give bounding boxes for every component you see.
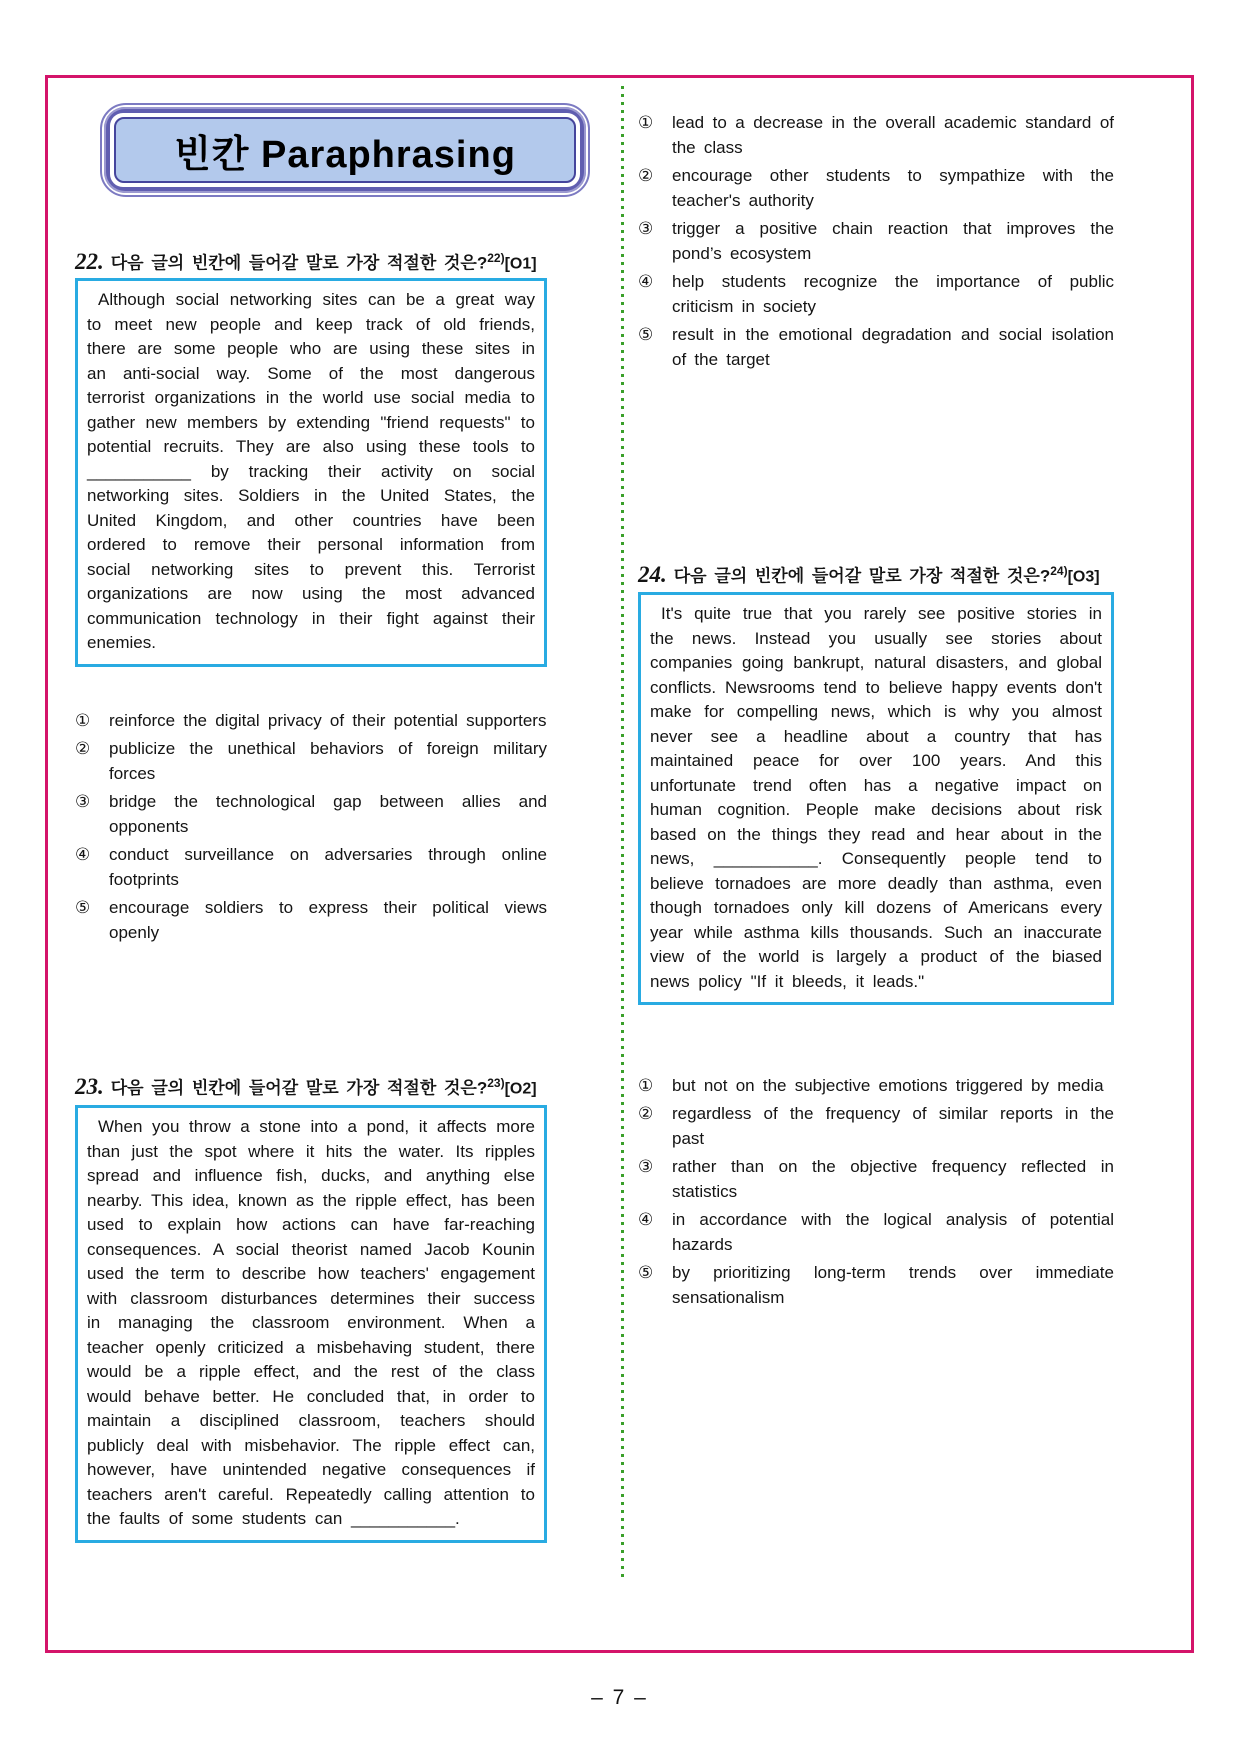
choice-text: conduct surveillance on adversaries through online footprints (109, 845, 547, 889)
choice-marker: ② (75, 739, 91, 758)
badge-purple-band (104, 107, 586, 193)
question-22-number: 22. (75, 248, 104, 274)
choice-marker: ⑤ (75, 898, 91, 917)
choice-text: rather than on the objective frequency reflected in statistics (672, 1157, 1114, 1201)
choice-marker: ③ (638, 219, 654, 238)
choice-marker: ② (638, 166, 654, 185)
question-22-footnote-ref: 22) (487, 251, 505, 265)
choice-item (638, 269, 1114, 319)
question-24-code: [O3] (1067, 568, 1100, 586)
choice-marker: ③ (75, 792, 91, 811)
choice-item (638, 1154, 1114, 1204)
section-badge (100, 103, 590, 197)
column-divider (621, 86, 624, 1581)
choice-item (638, 1260, 1114, 1310)
choice-text: but not on the subjective emotions triggered by media (672, 1076, 1104, 1095)
choice-item (75, 708, 547, 733)
choice-marker: ① (75, 711, 91, 730)
question-24-heading (638, 558, 1114, 591)
question-24-prompt: 다음 글의 빈칸에 들어갈 말로 가장 적절한 것은? (673, 566, 1051, 586)
choice-text: result in the emotional degradation and social isolation of the target (672, 325, 1114, 369)
question-22-code: [O1] (504, 255, 537, 273)
choice-item (638, 1207, 1114, 1257)
choice-marker: ⑤ (638, 325, 654, 344)
choice-item (75, 842, 547, 892)
choice-text: publicize the unethical behaviors of foreign military forces (109, 739, 547, 783)
choice-marker: ⑤ (638, 1263, 654, 1282)
choice-marker: ④ (75, 845, 91, 864)
choice-text: encourage soldiers to express their political views openly (109, 898, 547, 942)
choice-text: help students recognize the importance of public criticism in society (672, 272, 1114, 316)
question-23-heading (75, 1070, 547, 1103)
choice-text: trigger a positive chain reaction that improves the pond’s ecosystem (672, 219, 1114, 263)
question-22-passage-box (75, 278, 547, 667)
section-badge-title: 빈칸 Paraphrasing (114, 117, 576, 183)
question-24-passage-text: It's quite true that you rarely see positive stories in the news. Instead you usually see stories about companies going bankrupt, natural disasters, and global conflicts. Newsrooms tend to believe happy events don't make for compelling news, which is why you almost never see a headline about a country that has maintained peace for over 100 years. And this unfortunate trend often has a negative impact on human cognition. People make decisions about risk based on the things they read and hear about in the news, ___________. Consequently people tend to believe tornadoes are more deadly than asthma, even though tornadoes only kill dozens of Americans every year while asthma kills thousands. Such an inaccurate view of the world is largely a product of the biased news policy "If it bleeds, it leads." (650, 604, 1102, 991)
question-22-heading (75, 245, 547, 278)
choice-text: lead to a decrease in the overall academic standard of the class (672, 113, 1114, 157)
choice-item (638, 1101, 1114, 1151)
badge-outer-ring (100, 103, 590, 197)
choice-item (638, 216, 1114, 266)
choice-marker: ② (638, 1104, 654, 1123)
question-24-choices (638, 1073, 1114, 1313)
question-22-passage-text: Although social networking sites can be a great way to meet new people and keep track of old friends, there are some people who are using these sites in an anti-social way. Some of the most dangerous terrorist organizations in the world use social media to gather new members by extending "friend requests" to potential recruits. They are also using these tools to ___________ by tracking their activity on social networking sites. Soldiers in the United States, the United Kingdom, and other countries have been ordered to remove their personal information from social networking sites to prevent this. Terrorist organizations are now using the most advanced communication technology in their fight against their enemies. (87, 290, 535, 652)
page-border-frame (45, 75, 1194, 1653)
question-23-choices (638, 110, 1114, 375)
choice-item (638, 322, 1114, 372)
choice-marker: ① (638, 113, 654, 132)
question-23-passage-text: When you throw a stone into a pond, it affects more than just the spot where it hits the water. Its ripples spread and influence fish, ducks, and anything else nearby. This idea, known as the ripple effect, has been used to explain how actions can have far-reaching consequences. A social theorist named Jacob Kounin used the term to describe how teachers' engagement with classroom disturbances determines their success in managing the classroom environment. When a teacher openly criticized a misbehaving student, there would be a ripple effect, and the rest of the class would behave better. He concluded that, in order to maintain a disciplined classroom, teachers should publicly deal with misbehavior. The ripple effect can, however, have unintended negative consequences if teachers aren't careful. Repeatedly calling attention to the faults of some students can ___________. (87, 1117, 535, 1528)
choice-item (638, 163, 1114, 213)
badge-white-gap (110, 113, 580, 187)
question-22-choices (75, 708, 547, 948)
question-24-number: 24. (638, 561, 667, 587)
choice-text: regardless of the frequency of similar reports in the past (672, 1104, 1114, 1148)
choice-text: reinforce the digital privacy of their potential supporters (109, 711, 547, 730)
question-22-prompt: 다음 글의 빈칸에 들어갈 말로 가장 적절한 것은? (110, 253, 488, 273)
choice-item (75, 789, 547, 839)
choice-marker: ④ (638, 272, 654, 291)
choice-item (75, 736, 547, 786)
choice-text: bridge the technological gap between allies and opponents (109, 792, 547, 836)
choice-item (75, 895, 547, 945)
choice-text: by prioritizing long-term trends over immediate sensationalism (672, 1263, 1114, 1307)
question-24-footnote-ref: 24) (1050, 564, 1068, 578)
choice-text: encourage other students to sympathize with the teacher's authority (672, 166, 1114, 210)
choice-marker: ① (638, 1076, 654, 1095)
choice-marker: ③ (638, 1157, 654, 1176)
question-23-prompt: 다음 글의 빈칸에 들어갈 말로 가장 적절한 것은? (110, 1078, 488, 1098)
choice-item (638, 110, 1114, 160)
question-23-passage-box (75, 1105, 547, 1543)
question-23-code: [O2] (504, 1080, 537, 1098)
question-23-footnote-ref: 23) (487, 1076, 505, 1090)
choice-text: in accordance with the logical analysis of potential hazards (672, 1210, 1114, 1254)
page-number: – 7 – (591, 1686, 648, 1709)
question-24-passage-box (638, 592, 1114, 1005)
choice-marker: ④ (638, 1210, 654, 1229)
choice-item (638, 1073, 1114, 1098)
question-23-number: 23. (75, 1073, 104, 1099)
